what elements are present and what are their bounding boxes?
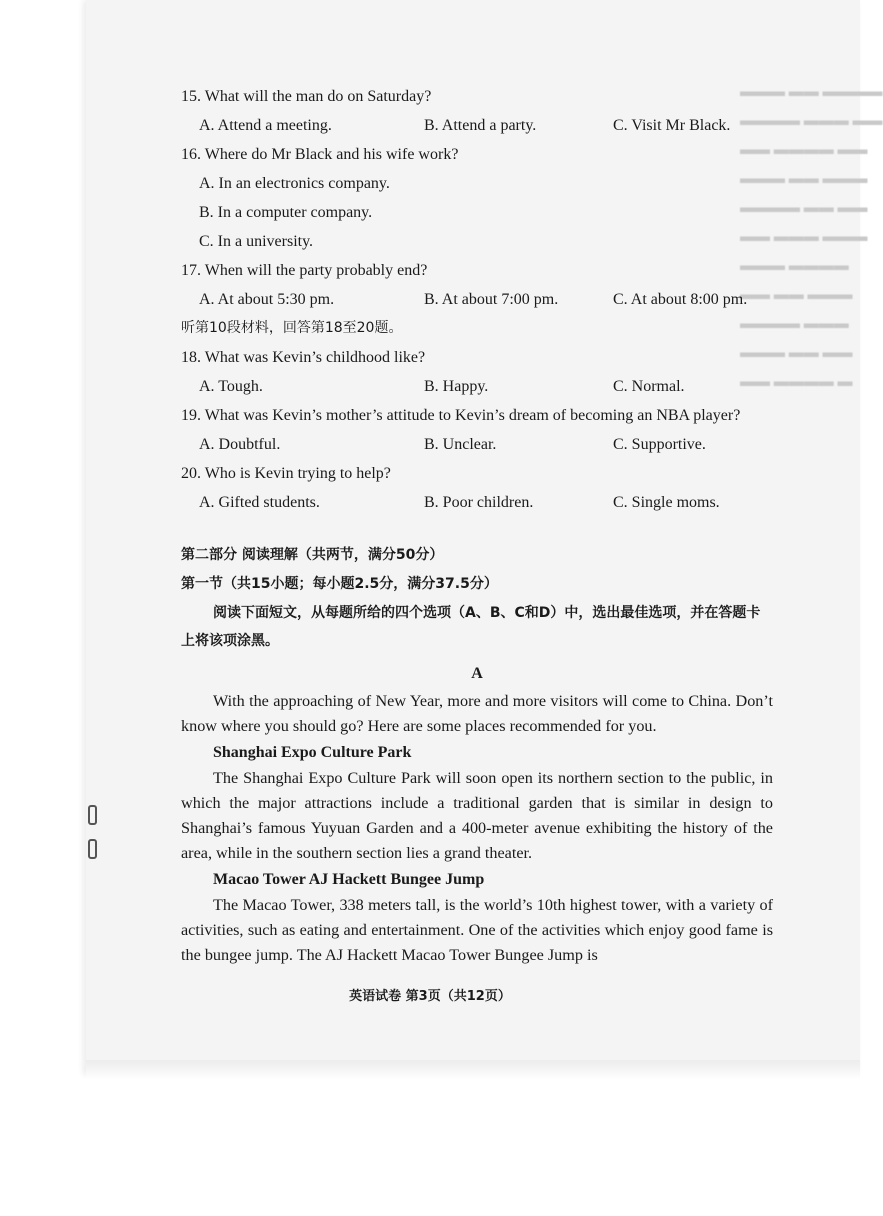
question-19-options [181, 430, 773, 459]
listening-instruction: 听第10段材料，回答第18至20题。 [181, 320, 403, 336]
exam-page-content [181, 82, 773, 968]
question-16: 16. Where do Mr Black and his wife work? [181, 146, 459, 163]
passage-intro: With the approaching of New Year, more and more visitors will come to China. Don’t know where you should go? Here are some places recommended for you. [181, 692, 773, 735]
question-18: 18. What was Kevin’s childhood like? [181, 349, 426, 366]
question-20-options [181, 488, 773, 517]
option-b: B. Poor children. [424, 494, 534, 511]
option-c: C. Supportive. [613, 436, 706, 453]
option-b: B. At about 7:00 pm. [424, 291, 559, 308]
question-15-options [181, 111, 773, 140]
option-c: C. In a university. [199, 233, 314, 250]
question-17: 17. When will the party probably end? [181, 262, 428, 279]
option-b: B. Unclear. [424, 436, 497, 453]
option-a: A. Attend a meeting. [199, 117, 332, 134]
question-17-options [181, 285, 773, 314]
option-a: A. In an electronics company. [199, 175, 390, 192]
section-paragraph: The Shanghai Expo Culture Park will soon open its northern section to the public, in which the major attractions include a traditional garden that is similar in design to Shanghai’s famous Yuyuan Garden and a 400-meter avenue exhibiting the history of the area, while in the southern section lies a grand theater. [181, 769, 773, 862]
question-18-options [181, 372, 773, 401]
section-heading: Shanghai Expo Culture Park [213, 744, 412, 761]
section-heading: Macao Tower AJ Hackett Bungee Jump [213, 871, 485, 888]
section-paragraph: The Macao Tower, 338 meters tall, is the world’s 10th highest tower, with a variety of activities, such as eating and entertainment. One of the activities which enjoy good fame is the bungee jump. The AJ Hackett Macao Tower Bungee Jump is [181, 896, 773, 964]
passage-label: A [471, 665, 483, 682]
question-20: 20. Who is Kevin trying to help? [181, 465, 391, 482]
option-b: B. In a computer company. [199, 204, 373, 221]
option-a: A. Doubtful. [199, 436, 281, 453]
part2-title: 第二部分 阅读理解（共两节，满分50分） [181, 547, 444, 563]
option-a: A. Gifted students. [199, 494, 320, 511]
paper-edge [86, 1060, 860, 1080]
page-footer: 英语试卷 第3页（共12页） [349, 989, 511, 1004]
option-c: C. Single moms. [613, 494, 720, 511]
option-c: C. At about 8:00 pm. [613, 291, 748, 308]
question-15: 15. What will the man do on Saturday? [181, 88, 432, 105]
bleed-through-texture: ▬▬▬ ▬▬ ▬▬▬▬ ▬▬▬▬ ▬▬▬ ▬▬ ▬▬ ▬▬▬▬ ▬▬ ▬▬▬ ▬▬ ▬▬▬ ▬▬▬▬ ▬▬ ▬▬ ▬▬ ▬▬▬ ▬▬▬ ▬▬▬ ▬▬▬▬ ▬▬ ▬▬ ▬▬▬ ▬▬▬▬ ▬▬▬ ▬▬▬ ▬▬ ▬▬ ▬▬ ▬▬▬▬ ▬ [740, 84, 883, 390]
option-a: A. Tough. [199, 378, 263, 395]
option-c: C. Normal. [613, 378, 685, 395]
section1-title: 第一节（共15小题；每小题2.5分，满分37.5分） [181, 576, 498, 592]
option-b: B. Attend a party. [424, 117, 537, 134]
option-b: B. Happy. [424, 378, 489, 395]
reading-instruction: 阅读下面短文，从每题所给的四个选项（A、B、C和D）中，选出最佳选项，并在答题卡上将该项涂黑。 [181, 605, 761, 649]
binding-clip [86, 805, 96, 865]
question-19: 19. What was Kevin’s mother’s attitude to Kevin’s dream of becoming an NBA player? [181, 407, 741, 424]
option-c: C. Visit Mr Black. [613, 117, 731, 134]
option-a: A. At about 5:30 pm. [199, 291, 335, 308]
